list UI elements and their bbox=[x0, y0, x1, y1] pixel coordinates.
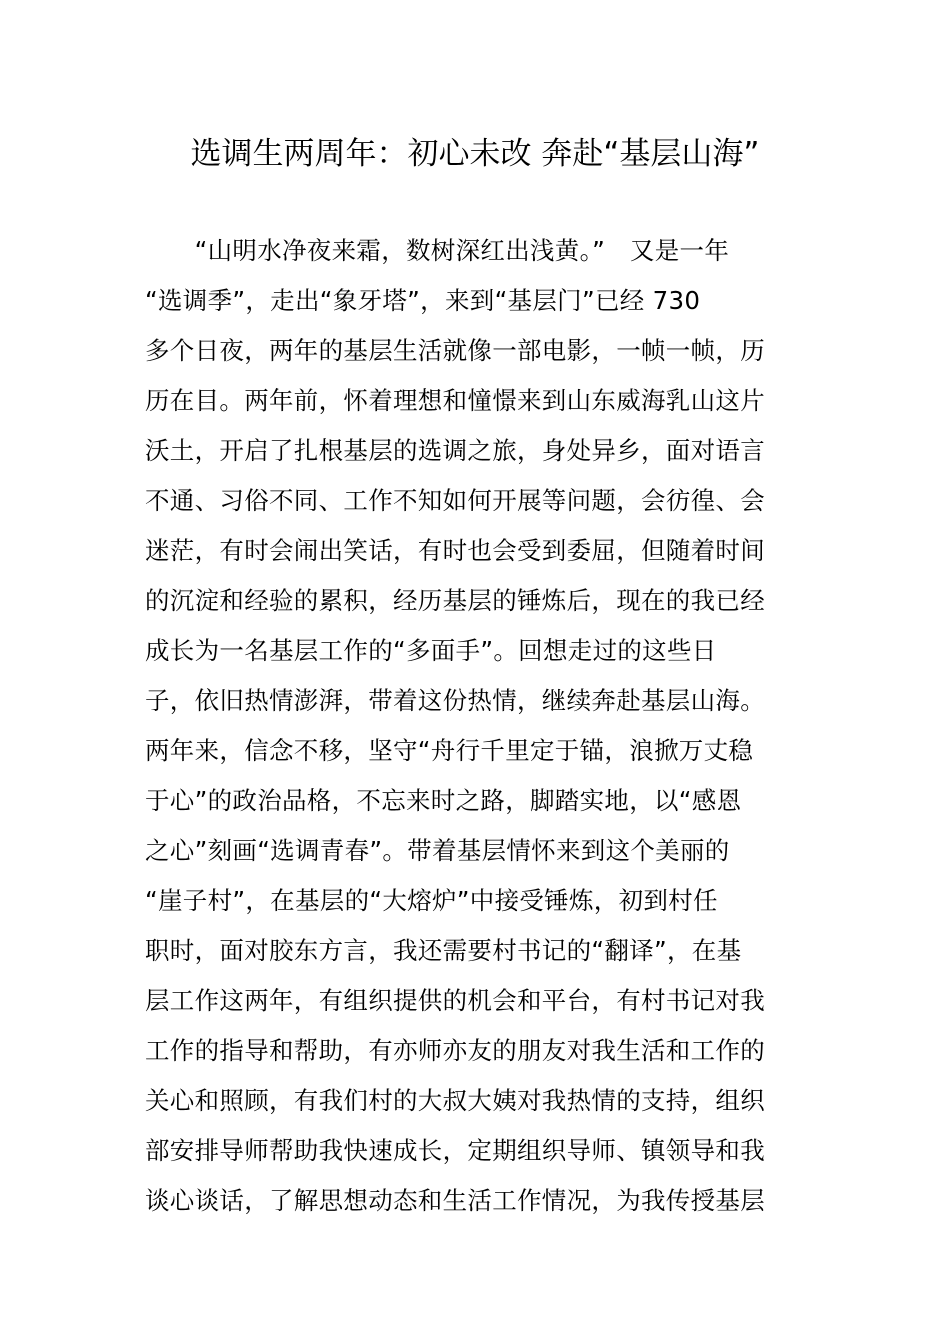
body-line: 多个日夜，两年的基层生活就像一部电影，一帧一帧，历 bbox=[145, 336, 765, 365]
body-line: 历在目。两年前，怀着理想和憧憬来到山东威海乳山这片 bbox=[145, 386, 765, 415]
body-line: 部安排导师帮助我快速成长，定期组织导师、镇领导和我 bbox=[145, 1136, 765, 1165]
body-line: 谈心谈话，了解思想动态和生活工作情况，为我传授基层 bbox=[145, 1186, 765, 1215]
body-line: 迷茫，有时会闹出笑话，有时也会受到委屈，但随着时间 bbox=[145, 536, 765, 565]
body-line: 关心和照顾，有我们村的大叔大姨对我热情的支持，组织 bbox=[145, 1086, 765, 1115]
body-line: 于心”的政治品格，不忘来时之路，脚踏实地，以“感恩 bbox=[145, 786, 742, 815]
body-line: “选调季”，走出“象牙塔”，来到“基层门”已经 730 bbox=[145, 286, 701, 315]
body-line: 的沉淀和经验的累积，经历基层的锤炼后，现在的我已经 bbox=[145, 586, 765, 615]
body-line: 两年来，信念不移，坚守“舟行千里定于锚，浪掀万丈稳 bbox=[145, 736, 754, 765]
body-line: “崖子村”，在基层的“大熔炉”中接受锤炼，初到村任 bbox=[145, 886, 718, 915]
body-line: 工作的指导和帮助，有亦师亦友的朋友对我生活和工作的 bbox=[145, 1036, 765, 1065]
body-line: 沃土，开启了扎根基层的选调之旅，身处异乡，面对语言 bbox=[145, 436, 765, 465]
body-line: “山明水净夜来霜，数树深红出浅黄。” 又是一年 bbox=[145, 236, 730, 265]
body-line: 不通、习俗不同、工作不知如何开展等问题，会彷徨、会 bbox=[145, 486, 765, 515]
body-line: 层工作这两年，有组织提供的机会和平台，有村书记对我 bbox=[145, 986, 765, 1015]
document-title: 选调生两周年：初心未改 奔赴“基层山海” bbox=[190, 136, 760, 172]
body-line: 子，依旧热情澎湃，带着这份热情，继续奔赴基层山海。 bbox=[145, 686, 765, 715]
body-line: 职时，面对胶东方言，我还需要村书记的“翻译”，在基 bbox=[145, 936, 742, 965]
body-line: 成长为一名基层工作的“多面手”。回想走过的这些日 bbox=[145, 636, 717, 665]
document-body bbox=[145, 226, 810, 1226]
body-line: 之心”刻画“选调青春”。带着基层情怀来到这个美丽的 bbox=[145, 836, 730, 865]
